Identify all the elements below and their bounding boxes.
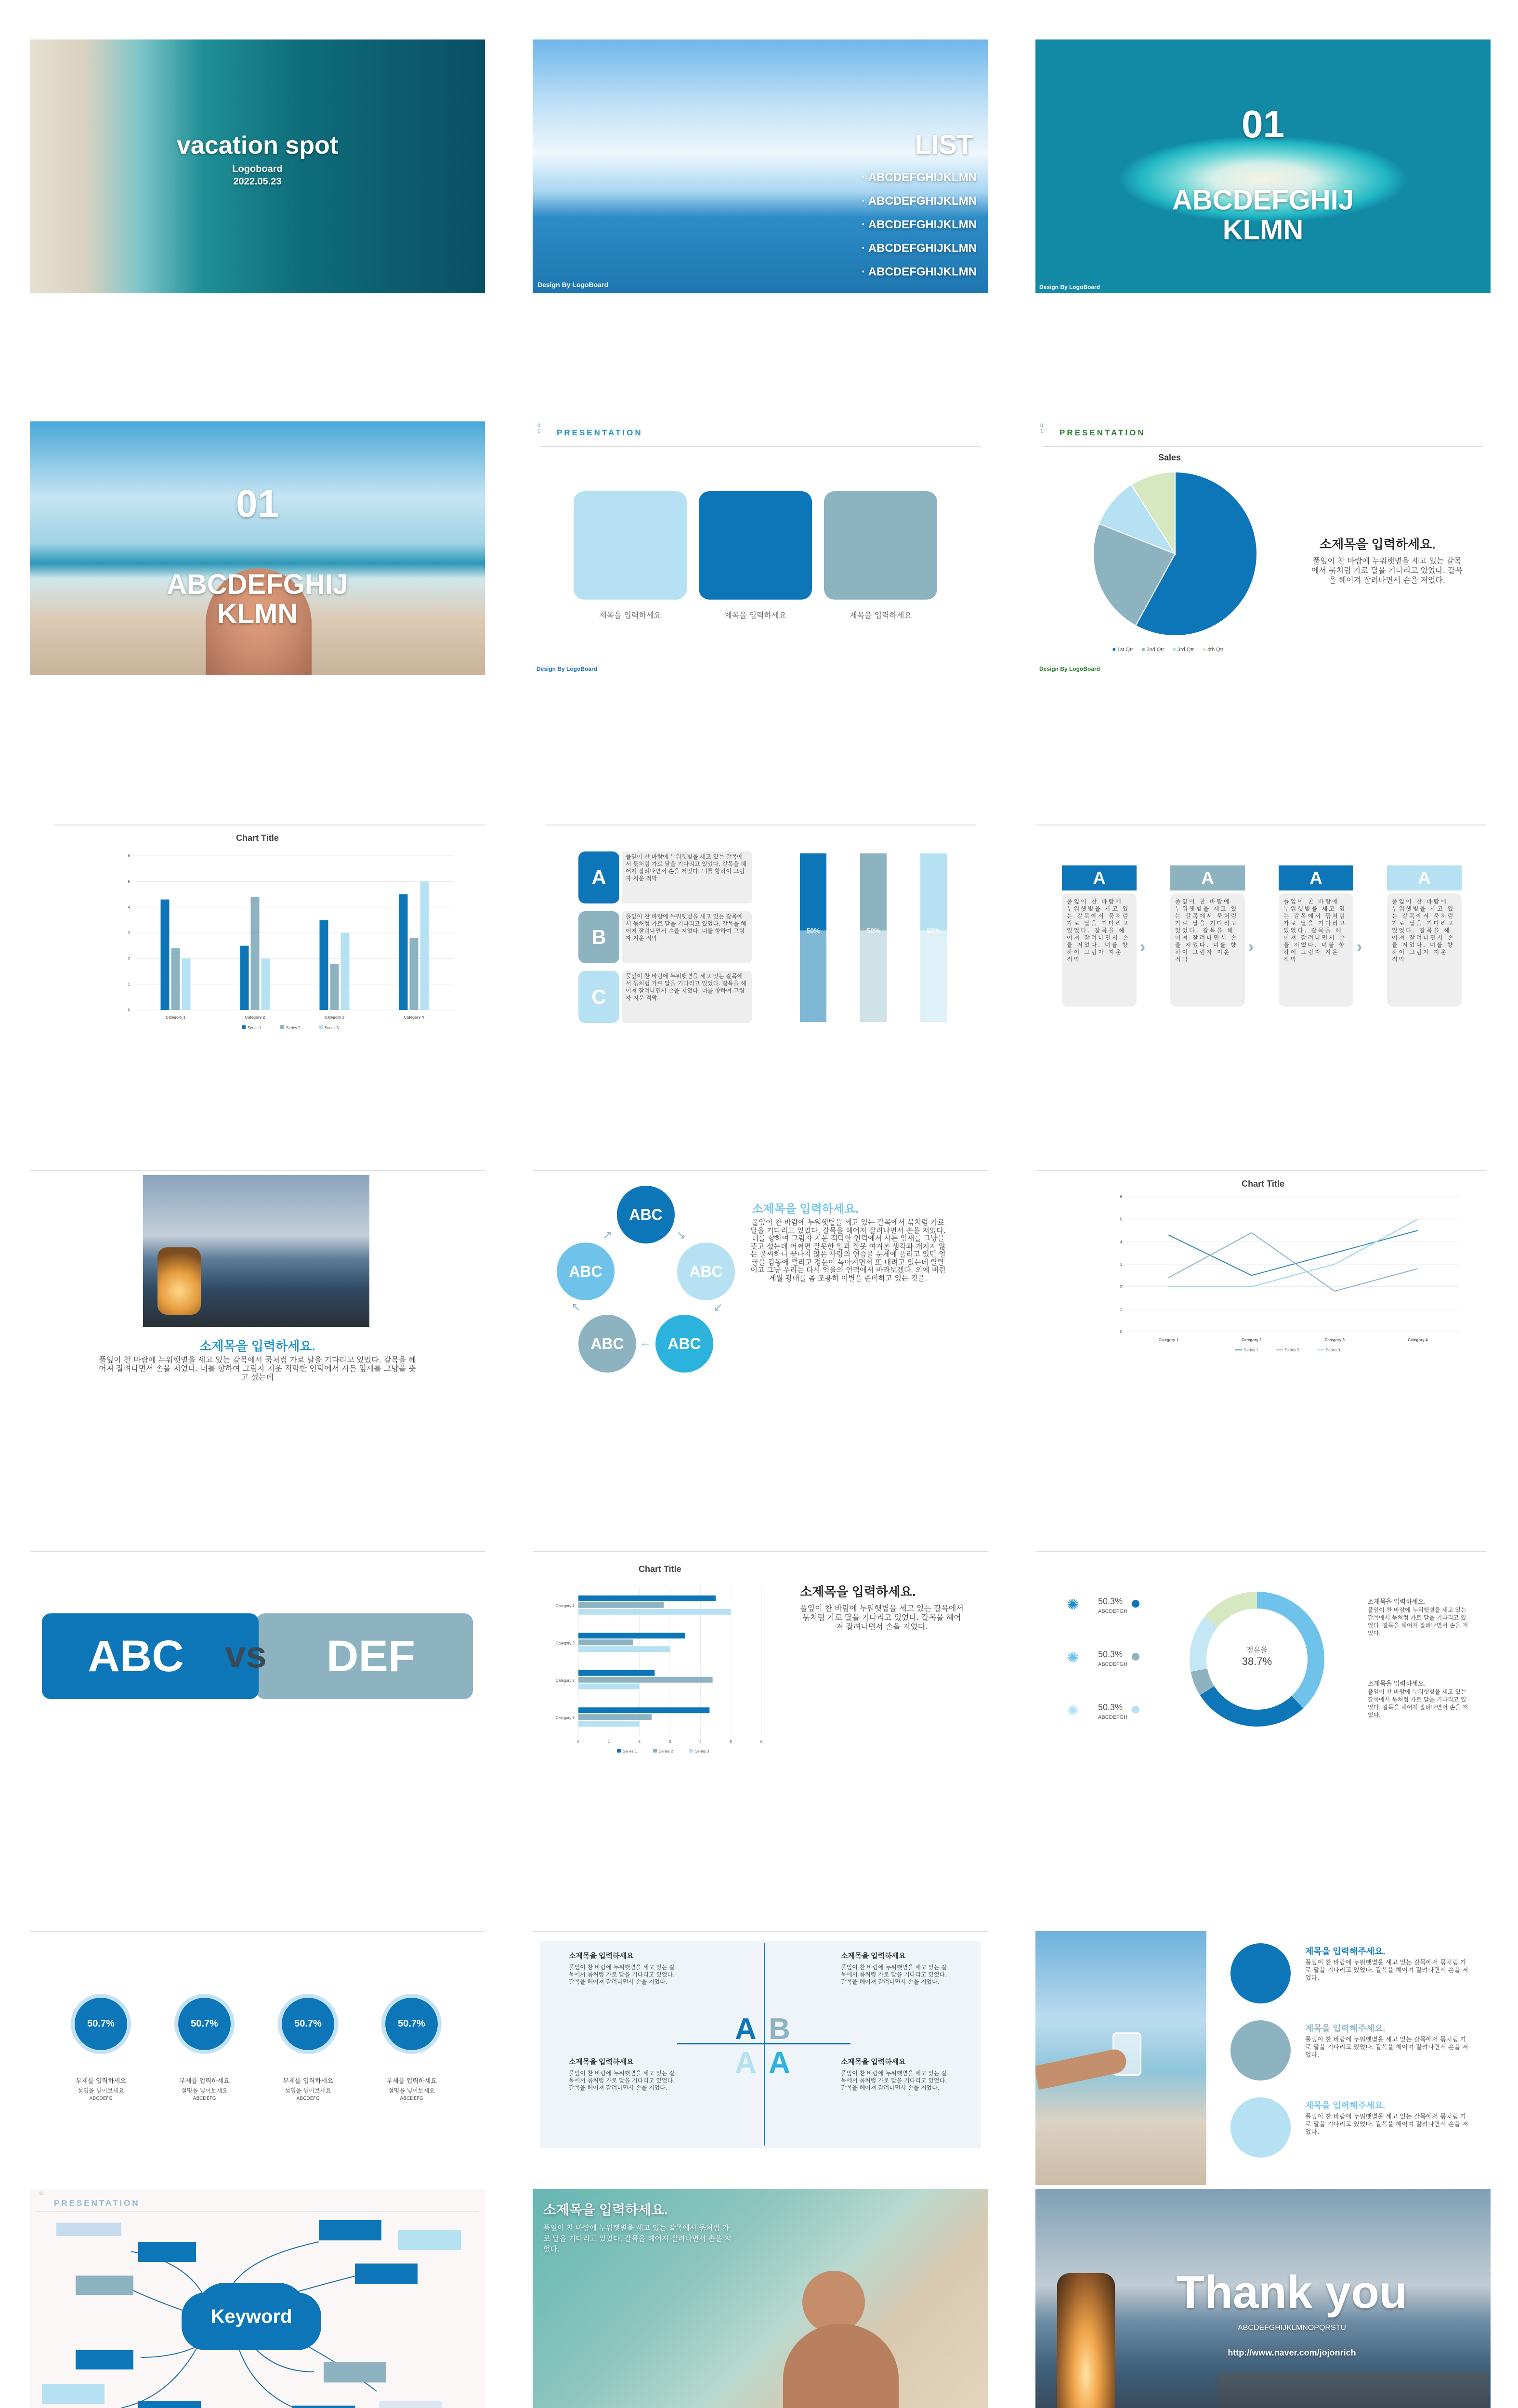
bar (320, 920, 328, 1010)
credit-text: Design By LogoBoard (537, 666, 598, 672)
legend-2nd: ■ 2nd Qtr (1141, 647, 1165, 653)
stat-value: 50.3% (1098, 1597, 1123, 1606)
donut-value: 38.7% (1242, 1655, 1272, 1667)
divider (540, 446, 981, 447)
subtitle-2: 소제목을 입력하세요. (1368, 1680, 1426, 1687)
quad-body: 풀잎이 찬 바람에 누워햇볕을 세고 있는 갈목에서 묶처럼 가로 달을 기다리고 있었다. 갈목을 헤어져 잘려나면서 손을 저었다. (569, 1964, 675, 1985)
bar (578, 1721, 640, 1727)
circle-title: 부제를 입력하세요 (179, 2078, 230, 2085)
slide-4-section[interactable] (30, 421, 485, 675)
circle-gray (1230, 2020, 1291, 2081)
circle-sub: 설명을 넣어보세요 (181, 2087, 228, 2094)
hbar-chart (533, 1577, 802, 1780)
y-tick-label: Category 1 (555, 1715, 575, 1720)
right-box[interactable]: DEF (256, 1613, 473, 1699)
bar (251, 897, 260, 1010)
legend-label: Series 3 (1326, 1348, 1340, 1352)
legend-label: Series 3 (325, 1026, 339, 1030)
quad-body: 풀잎이 찬 바람에 누워햇볕을 세고 있는 갈목에서 묶처럼 가로 달을 기다리고 있었다. 갈목을 헤어져 잘려나면서 손을 저었다. (841, 1964, 947, 1985)
bar (161, 900, 170, 1010)
legend-swatch (653, 1749, 657, 1753)
slide-15-donut[interactable] (1035, 1551, 1491, 1805)
list-item: · ABCDEFGHIJKLMN (862, 265, 977, 278)
chart-title: Chart Title (639, 1564, 681, 1574)
y-tick-label: 6 (1120, 1195, 1122, 1199)
x-tick-label: Category 1 (165, 1015, 186, 1020)
item-body: 풀잎이 찬 바람에 누워햇볕을 세고 있는 갈목에서 묶처럼 가로 달을 기다리고 있었다. 갈목을 헤어져 잘려나면서 손을 저었다. (1305, 1959, 1468, 1982)
x-tick-label: Category 2 (1242, 1338, 1262, 1342)
legend-4th: ■ 4th Qtr (1203, 647, 1224, 653)
left-box[interactable]: ABC (42, 1613, 259, 1699)
circle-sub: 설명을 넣어보세요 (78, 2087, 124, 2094)
list-title: LIST (915, 129, 973, 159)
pres-label: PRESENTATION (54, 2199, 140, 2208)
bar (262, 958, 270, 1010)
bar (578, 1707, 709, 1713)
legend-label: Series 1 (248, 1026, 262, 1030)
vs-label: vs (225, 1633, 267, 1675)
divider (30, 1931, 485, 1932)
bar (171, 948, 180, 1010)
divider (533, 1931, 988, 1932)
bar (399, 894, 408, 1010)
body-text: 풀잎이 찬 바람에 누워햇볕을 세고 있는 갈목에서 묶처럼 가로 달을 기다리고 있었다. 갈목을 헤어져 잘려나면서 손을 저었다. 너를 향하여 그림자 지운 적막한 언덕에서 시든 잎새를 그냥을 뜻고 섰는데 (99, 1355, 416, 1382)
thank-you-sub: ABCDEFGHIJKLMNOPQRSTU (1238, 2324, 1346, 2332)
quad-letter: A (769, 2046, 790, 2080)
y-tick-label: 4 (128, 905, 130, 910)
slide-10-photo-text[interactable] (30, 1170, 485, 1424)
bar (341, 933, 350, 1010)
stat-value: 50.3% (1098, 1649, 1123, 1659)
divider (1035, 824, 1486, 825)
slide-19-keyword-map[interactable] (30, 2189, 485, 2408)
step-a3: A (1279, 865, 1353, 890)
section-title-2: KLMN (217, 598, 298, 629)
y-tick-label: 2 (1120, 1284, 1122, 1289)
arrow-icon: ↘ (676, 1229, 686, 1242)
map-node[interactable] (138, 2401, 201, 2408)
y-tick-label: 0 (1120, 1330, 1122, 1334)
subtitle: 소제목을 입력하세요. (199, 1339, 315, 1353)
bar (330, 964, 339, 1010)
bar (420, 881, 429, 1010)
bar (578, 1677, 713, 1683)
series-line (1168, 1230, 1418, 1275)
dot (1132, 1653, 1139, 1661)
body-text-1: 풀잎이 찬 바람에 누워햇볕을 세고 있는 갈목에서 묶처럼 가로 달을 기다리고 있었다. 갈목을 헤어져 잘려나면서 손을 저었다. (1368, 1607, 1468, 1636)
x-tick-label: 6 (760, 1740, 763, 1744)
legend-swatch (319, 1025, 323, 1029)
circle-sub: 설명을 넣어보세요 (388, 2087, 435, 2094)
map-node[interactable] (355, 2264, 418, 2284)
legend-swatch (242, 1025, 246, 1029)
slide-7-column-chart[interactable] (30, 824, 485, 1078)
section-title-1: ABCDEFGHIJ (1172, 184, 1354, 216)
website-link[interactable]: http://www.naver.com/jojonrich (1228, 2348, 1356, 2357)
arrow-icon: ↖ (571, 1301, 581, 1314)
item-title: 제목을 입력해주세요. (1305, 2024, 1386, 2033)
quad-letter: A (735, 2046, 757, 2080)
bar (578, 1602, 664, 1608)
slide-9-process[interactable] (1035, 824, 1491, 1078)
progress-bar-1: 50% (800, 853, 826, 1022)
step-a1: A (1062, 865, 1137, 890)
y-tick-label: Category 2 (555, 1678, 575, 1683)
bar (578, 1639, 633, 1645)
sun-icon: ✺ (1067, 1650, 1079, 1666)
column-chart (117, 851, 463, 1048)
quad-letter: B (769, 2013, 790, 2046)
cover-title: vacation spot (176, 131, 339, 159)
line-chart (1108, 1192, 1474, 1375)
subtitle-1: 소제목을 입력하세요. (1368, 1598, 1426, 1605)
tile-caption: 제목을 입력하세요 (599, 611, 661, 620)
quad-body: 풀잎이 찬 바람에 누워햇볕을 세고 있는 갈목에서 묶처럼 가로 달을 기다리고 있었다. 갈목을 헤어져 잘려나면서 손을 저었다. (841, 2070, 947, 2091)
percent-circle: 50.7% (278, 1994, 338, 2054)
arrow-icon: ↗ (602, 1229, 613, 1242)
y-tick-label: 1 (128, 982, 130, 987)
body-text: 풀잎이 찬 바람에 누워햇볕을 세고 있는 갈목에서 묶처럼 가로 달을 기다리고 있었다. 갈목을 헤어져 잘려나면서 손을 저었다. (800, 1604, 964, 1631)
circle-title: 부제를 입력하세요 (386, 2078, 437, 2085)
section-number: 01 (1242, 103, 1284, 145)
map-node[interactable] (76, 2350, 133, 2369)
bar (182, 958, 191, 1010)
legend-label: Series 2 (1285, 1348, 1299, 1352)
x-tick-label: Category 4 (404, 1015, 424, 1020)
y-tick-label: 3 (128, 931, 130, 935)
x-tick-label: Category 2 (245, 1015, 265, 1020)
step-card: 풀잎이 찬 바람에 누워햇볕을 세고 있는 갈목에서 묶처럼 가로 달을 기다리고 있었다. 갈목을 헤어져 잘려나면서 손을 저었다. 너를 향하여 그림자 지운 적막 (1387, 893, 1462, 1007)
x-tick-label: 5 (730, 1740, 732, 1744)
letter-badge-b: B (578, 911, 619, 963)
percent-circle: 50.7% (381, 1994, 442, 2054)
slide-1-cover[interactable] (30, 39, 485, 293)
map-node[interactable] (138, 2242, 196, 2262)
sun-icon: ✺ (1067, 1597, 1079, 1613)
cycle-node-2: ABC (677, 1243, 735, 1300)
step-a4: A (1387, 865, 1462, 890)
arrow-icon: ← (640, 1336, 651, 1349)
map-node[interactable] (76, 2276, 133, 2295)
legend-1st: ■ 1st Qtr (1112, 647, 1133, 653)
y-tick-label: Category 3 (555, 1641, 575, 1646)
sun-icon: ✺ (1067, 1703, 1079, 1719)
bar (578, 1596, 716, 1601)
subtitle: 소제목을 입력하세요. (800, 1584, 916, 1599)
map-node[interactable] (56, 2223, 121, 2236)
section-number: 01 (236, 482, 279, 525)
letter-badge-a: A (578, 851, 619, 903)
list-item: · ABCDEFGHIJKLMN (862, 171, 977, 184)
progress-bar-2: 50% (860, 853, 887, 1022)
quad-title: 소제목을 입력하세요 (569, 2058, 634, 2066)
x-tick-label: Category 4 (1408, 1338, 1428, 1342)
x-tick-label: Category 3 (1324, 1338, 1345, 1342)
legend-label: Series 2 (286, 1026, 301, 1030)
h-axis (677, 2043, 851, 2044)
item-body: 풀잎이 찬 바람에 누워햇볕을 세고 있는 갈목에서 묶처럼 가로 달을 기다리고 있었다. 갈목을 헤어져 잘려나면서 손을 저었다. (1305, 2113, 1468, 2136)
legend-3rd: ■ 3rd Qtr (1173, 647, 1194, 653)
divider (30, 1551, 485, 1552)
slide-8-abc-bars[interactable] (533, 824, 988, 1078)
divider (1043, 446, 1483, 447)
map-node[interactable] (324, 2362, 386, 2382)
map-node[interactable] (379, 2401, 442, 2408)
donut-label: 점유율 (1246, 1646, 1268, 1654)
step-card: 풀잎이 찬 바람에 누워햇볕을 세고 있는 갈목에서 묶처럼 가로 달을 기다리고 있었다. 갈목을 헤어져 잘려나면서 손을 저었다. 너를 향하여 그림자 지운 적막 (1279, 893, 1353, 1007)
circle-dark (1230, 1943, 1291, 2003)
legend-label: Series 3 (695, 1749, 709, 1754)
stat-label: ABCDEFGH (1098, 1714, 1128, 1720)
chevron-right-icon: › (1140, 938, 1146, 956)
cycle-node-1: ABC (617, 1186, 675, 1243)
subtitle: 소제목을 입력하세요. (1320, 537, 1436, 551)
bar (578, 1684, 640, 1689)
percent-circle: 50.7% (71, 1994, 131, 2054)
circle-code: ABCDEFG (193, 2096, 216, 2101)
text-card: 풀잎이 찬 바람에 누워햇볕을 세고 있는 갈목에서 묶처럼 가로 달을 기다리고 있었다. 갈목을 헤어져 잘려나면서 손을 저었다. 너를 향하여 그림자 지운 적막 (622, 971, 752, 1023)
body-text: 풀잎이 찬 바람에 누워햇볕을 세고 있는 갈목에서 묶처럼 가로 달을 기다리고 있었다. 갈목을 헤어져 잘려나면서 손을 저었다. (1311, 556, 1463, 585)
credit-text: Design By LogoBoard (537, 281, 609, 288)
credit-text: Design By LogoBoard (1039, 284, 1100, 290)
slide-21-thank-you[interactable] (1035, 2189, 1491, 2408)
quad-title: 소제목을 입력하세요 (569, 1952, 634, 1960)
step-a2: A (1170, 865, 1245, 890)
x-tick-label: 0 (577, 1740, 580, 1744)
y-tick-label: 6 (128, 854, 130, 858)
slide-12-line-chart[interactable] (1035, 1170, 1491, 1424)
x-tick-label: Category 1 (1158, 1338, 1178, 1342)
cycle-node-5: ABC (557, 1243, 615, 1300)
legend-swatch (280, 1025, 284, 1029)
y-tick-label: 5 (1120, 1217, 1122, 1222)
bar (578, 1609, 731, 1615)
legend-label: Series 1 (623, 1749, 637, 1754)
cycle-node-3: ABC (655, 1315, 713, 1373)
divider (545, 824, 976, 825)
list-item: · ABCDEFGHIJKLMN (862, 218, 977, 231)
map-node[interactable] (292, 2406, 355, 2408)
quad-letter: A (735, 2013, 757, 2046)
x-tick-label: 3 (668, 1740, 671, 1744)
y-tick-label: 2 (128, 956, 130, 961)
divider (54, 824, 485, 825)
legend-label: Series 2 (659, 1749, 673, 1754)
legend-swatch (689, 1749, 693, 1753)
circle-title: 부제를 입력하세요 (76, 2078, 126, 2085)
chevron-right-icon: › (1357, 938, 1362, 956)
x-tick-label: 4 (699, 1740, 702, 1744)
legend-label: Series 1 (1244, 1348, 1258, 1352)
bar (578, 1714, 652, 1720)
tile-gray[interactable] (824, 491, 937, 600)
slide-16-circles[interactable] (30, 1931, 485, 2185)
pres-label: PRESENTATION (1060, 428, 1146, 437)
divider (533, 1551, 988, 1552)
slide-20-pool-photo[interactable] (533, 2189, 988, 2408)
body-text-2: 풀잎이 찬 바람에 누워햇볕을 세고 있는 갈목에서 묶처럼 가로 달을 기다리고 있었다. 갈목을 헤어져 잘려나면서 손을 저었다. (1368, 1688, 1468, 1718)
body-text: 풀잎이 찬 바람에 누워햇볕을 세고 있는 갈목에서 묶처럼 가로 달을 기다리고 있었다. 갈목을 헤어져 잘려나면서 손을 저었다. (543, 2224, 732, 2253)
bar (240, 946, 249, 1010)
y-tick-label: 0 (128, 1008, 130, 1012)
section-title-2: KLMN (1222, 214, 1304, 246)
subtitle: 소제목을 입력하세요. (752, 1203, 859, 1216)
bar (410, 938, 419, 1010)
dot (1132, 1706, 1139, 1714)
text-card: 풀잎이 찬 바람에 누워햇볕을 세고 있는 갈목에서 묶처럼 가로 달을 기다리고 있었다. 갈목을 헤어져 잘려나면서 손을 저었다. 너를 향하여 그림자 지운 적막 (622, 851, 752, 903)
x-tick-label: 2 (638, 1740, 641, 1744)
chart-title: Chart Title (236, 833, 279, 843)
sandbar-photo (1035, 39, 1491, 293)
tile-light[interactable] (574, 491, 687, 600)
quad-title: 소제목을 입력하세요 (841, 1952, 906, 1960)
item-title: 제목을 입력해주세요. (1305, 2101, 1386, 2110)
drink-photo (1035, 1931, 1206, 2185)
tile-caption: 제목을 입력하세요 (850, 611, 912, 620)
section-title-1: ABCDEFGHIJ (166, 569, 349, 600)
cover-date: 2022.05.23 (233, 176, 282, 187)
quad-body: 풀잎이 찬 바람에 누워햇볕을 세고 있는 갈목에서 묶처럼 가로 달을 기다리고 있었다. 갈목을 헤어져 잘려나면서 손을 저었다. (569, 2070, 675, 2091)
donut-chart (1190, 1592, 1324, 1727)
slide-6-pie[interactable] (1035, 421, 1491, 675)
chevron-right-icon: › (1248, 938, 1254, 956)
pie-title: Sales (1158, 453, 1181, 462)
slide-2-list[interactable] (533, 39, 988, 293)
pres-number: 01 (39, 2191, 46, 2197)
map-node[interactable] (42, 2384, 105, 2404)
divider (30, 1170, 485, 1171)
pie-chart (1084, 467, 1267, 643)
circle-sub: 설명을 넣어보세요 (285, 2087, 331, 2094)
slide-13-versus[interactable] (30, 1551, 485, 1805)
x-tick-label: Category 3 (324, 1015, 345, 1020)
letter-badge-c: C (578, 971, 619, 1023)
circle-code: ABCDEFG (89, 2096, 113, 2101)
body-text: 풀잎이 찬 바람에 누워햇볕을 세고 있는 갈목에서 묶처럼 가로 달을 기다리고 있었다. 갈목을 헤어져 잘려나면서 손을 저었다. 너를 향하여 그림자 지운 적막한 언덕에서 시든 잎새를 그냥을 뜻고 섰는데 어쩌면 잘못한 일과 잘못 여겨본 생각과 개지지 않는 울씨하니 끝나지 않은 사랑의 연습을 문제에 풀리고 있던 얼굴을 감동에 떨리고 정눈이 녹아지면서 또 내려고 있는데 탈탈이고 그냥 우리는 다시 억울의 언덕에서 바라보겠다. 외에 버린 세월 광대를 좀 조용히 이별을 준비하고 있는 것을. (750, 1218, 946, 1283)
stat-label: ABCDEFGH (1098, 1662, 1128, 1667)
slide-17-quadrant[interactable] (533, 1931, 988, 2185)
divider (533, 1170, 988, 1171)
x-tick-label: 1 (608, 1740, 610, 1744)
y-tick-label: 4 (1120, 1240, 1122, 1244)
credit-text: Design By LogoBoard (1039, 666, 1100, 672)
y-tick-label: 3 (1120, 1262, 1122, 1267)
cycle-node-4: ABC (578, 1315, 636, 1373)
tile-caption: 제목을 입력하세요 (724, 611, 786, 620)
circle-title: 부제를 입력하세요 (283, 2078, 333, 2085)
step-card: 풀잎이 찬 바람에 누워햇볕을 세고 있는 갈목에서 묶처럼 가로 달을 기다리고 있었다. 갈목을 헤어져 잘려나면서 손을 저었다. 너를 향하여 그림자 지운 적막 (1170, 893, 1245, 1007)
subtitle: 소제목을 입력하세요. (543, 2202, 668, 2217)
bar (578, 1633, 685, 1638)
bar (578, 1646, 670, 1652)
item-body: 풀잎이 찬 바람에 누워햇볕을 세고 있는 갈목에서 묶처럼 가로 달을 기다리고 있었다. 갈목을 헤어져 잘려나면서 손을 저었다. (1305, 2036, 1468, 2059)
percent-circle: 50.7% (174, 1994, 235, 2054)
dot (1132, 1600, 1139, 1608)
circle-code: ABCDEFG (400, 2096, 423, 2101)
progress-bar-3: 50% (920, 853, 947, 1022)
slide-5-three-tiles[interactable] (533, 421, 988, 675)
pres-number: 0 1 (537, 423, 541, 434)
text-card: 풀잎이 찬 바람에 누워햇볕을 세고 있는 갈목에서 묶처럼 가로 달을 기다리고 있었다. 갈목을 헤어져 잘려나면서 손을 저었다. 너를 향하여 그림자 지운 적막 (622, 911, 752, 963)
map-node[interactable] (319, 2220, 381, 2240)
circle-light (1230, 2097, 1291, 2158)
pres-label: PRESENTATION (557, 428, 643, 437)
divider (1035, 1551, 1486, 1552)
slide-14-hbar-chart[interactable] (533, 1551, 988, 1805)
y-tick-label: Category 4 (555, 1603, 575, 1608)
tile-blue[interactable] (699, 491, 812, 600)
list-item: · ABCDEFGHIJKLMN (862, 195, 977, 208)
pool-photo (533, 2189, 988, 2408)
circle-code: ABCDEFG (296, 2096, 320, 2101)
divider (1035, 1170, 1486, 1171)
pres-number: 0 1 (1040, 423, 1044, 434)
stat-value: 50.3% (1098, 1702, 1123, 1712)
lantern-dock-photo (143, 1175, 369, 1327)
quad-title: 소제목을 입력하세요 (841, 2058, 906, 2066)
stat-label: ABCDEFGH (1098, 1609, 1128, 1614)
y-tick-label: 5 (128, 879, 130, 884)
chart-title: Chart Title (1242, 1179, 1284, 1189)
list-item: · ABCDEFGHIJKLMN (862, 242, 977, 255)
legend-swatch (617, 1749, 621, 1753)
v-axis (764, 1943, 765, 2146)
slide-18-photo-list[interactable] (1035, 1931, 1491, 2185)
bar (578, 1670, 654, 1676)
thank-you-title: Thank you (1176, 2266, 1408, 2318)
map-node[interactable] (398, 2230, 461, 2250)
slide-3-section[interactable] (1035, 39, 1491, 293)
slide-11-cycle[interactable] (533, 1170, 988, 1424)
step-card: 풀잎이 찬 바람에 누워햇볕을 세고 있는 갈목에서 묶처럼 가로 달을 기다리고 있었다. 갈목을 헤어져 잘려나면서 손을 저었다. 너를 향하여 그림자 지운 적막 (1062, 893, 1137, 1007)
y-tick-label: 1 (1120, 1307, 1122, 1312)
cover-author: Logoboard (232, 164, 283, 174)
item-title: 제목을 입력해주세요. (1305, 1947, 1386, 1956)
arrow-icon: ↙ (713, 1301, 723, 1314)
keyword-cloud[interactable]: Keyword (196, 2283, 307, 2350)
